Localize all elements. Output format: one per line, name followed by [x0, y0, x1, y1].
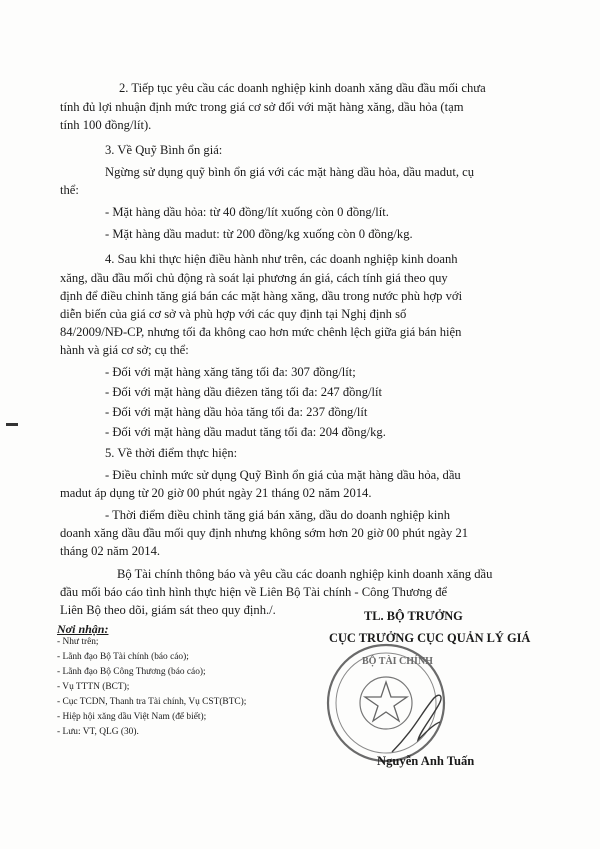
recipient-item: - Vụ TTTN (BCT);: [57, 682, 130, 692]
p4-line-5: 84/2009/NĐ-CP, nhưng tối đa không cao hơn mức chênh lệch giữa giá bán hiện: [60, 325, 462, 339]
p4-line-2: xăng, dầu đầu mối chủ động rà soát lại phương án giá, cách tính giá theo quy: [60, 271, 448, 285]
recipient-item: - Cục TCDN, Thanh tra Tài chính, Vụ CST(BTC);: [57, 697, 247, 707]
recipient-item: - Lãnh đạo Bộ Công Thương (báo cáo);: [57, 667, 206, 677]
p4-line-3: định để điều chỉnh tăng giá bán các mặt hàng xăng, dầu trong nước phù hợp với: [60, 289, 463, 303]
closing-line-1: Bộ Tài chính thông báo và yêu cầu các doanh nghiệp kinh doanh xăng dầu: [117, 567, 493, 581]
p4-bullet-1: - Đối với mặt hàng xăng tăng tối đa: 307 đồng/lít;: [105, 365, 356, 379]
signature-title: CỤC TRƯỞNG CỤC QUẢN LÝ GIÁ: [329, 631, 531, 645]
p5-a-line-1: - Điều chỉnh mức sử dụng Quỹ Bình ổn giá của mặt hàng dầu hỏa, dầu: [105, 468, 461, 482]
p3-bullet-1: - Mặt hàng dầu hỏa: từ 40 đồng/lít xuống còn 0 đồng/lít.: [105, 205, 389, 219]
recipient-item: - Như trên;: [57, 637, 99, 647]
p2-line-1: 2. Tiếp tục yêu cầu các doanh nghiệp kinh doanh xăng dầu đầu mối chưa: [119, 81, 486, 95]
p3-line-2: thể:: [60, 183, 79, 197]
p2-line-2: tính đủ lợi nhuận định mức trong giá cơ sở đối với mặt hàng xăng, dầu hỏa (tạm: [60, 100, 464, 114]
p4-bullet-4: - Đối với mặt hàng dầu madut tăng tối đa: 204 đồng/kg.: [105, 425, 386, 439]
closing-line-3: Liên Bộ theo dõi, giám sát theo quy định./.: [60, 603, 276, 617]
recipient-item: - Hiệp hội xăng dầu Việt Nam (để biết);: [57, 712, 207, 722]
p5-b-line-2: doanh xăng dầu đầu mối quy định nhưng không sớm hơn 20 giờ 00 phút ngày 21: [60, 526, 469, 540]
official-seal-icon: [322, 640, 450, 766]
p3-bullet-2: - Mặt hàng dầu madut: từ 200 đồng/kg xuống còn 0 đồng/kg.: [105, 227, 413, 241]
signature-authority: TL. BỘ TRƯỞNG: [364, 609, 463, 623]
recipient-item: - Lãnh đạo Bộ Tài chính (báo cáo);: [57, 652, 189, 662]
p3-line-1: Ngừng sử dụng quỹ bình ổn giá với các mặt hàng dầu hỏa, dầu madut, cụ: [105, 165, 475, 179]
recipients-title: Nơi nhận:: [57, 622, 109, 636]
p4-line-4: diễn biến của giá cơ sở và phù hợp với các quy định tại Nghị định số: [60, 307, 407, 321]
p4-bullet-2: - Đối với mặt hàng dầu điêzen tăng tối đa: 247 đồng/lít: [105, 385, 383, 399]
p5-heading: 5. Về thời điểm thực hiện:: [105, 446, 238, 460]
seal-text: BỘ TÀI CHÍNH: [362, 656, 433, 667]
p5-a-line-2: madut áp dụng từ 20 giờ 00 phút ngày 21 tháng 02 năm 2014.: [60, 486, 372, 500]
p5-b-line-3: tháng 02 năm 2014.: [60, 544, 161, 558]
margin-mark: [6, 423, 18, 426]
p4-bullet-3: - Đối với mặt hàng dầu hỏa tăng tối đa: 237 đồng/lít: [105, 405, 368, 419]
p4-line-1: 4. Sau khi thực hiện điều hành như trên, các doanh nghiệp kinh doanh: [105, 252, 458, 266]
closing-line-2: đầu mối báo cáo tình hình thực hiện về Liên Bộ Tài chính - Công Thương để: [60, 585, 448, 599]
p3-heading: 3. Về Quỹ Bình ổn giá:: [105, 143, 223, 157]
signer-name: Nguyễn Anh Tuấn: [377, 754, 475, 768]
p4-line-6: hành và giá cơ sở; cụ thể:: [60, 343, 189, 357]
p5-b-line-1: - Thời điểm điều chỉnh tăng giá bán xăng, dầu do doanh nghiệp kinh: [105, 508, 450, 522]
recipient-item: - Lưu: VT, QLG (30).: [57, 727, 139, 737]
p2-line-3: tính 100 đồng/lít).: [60, 118, 152, 132]
